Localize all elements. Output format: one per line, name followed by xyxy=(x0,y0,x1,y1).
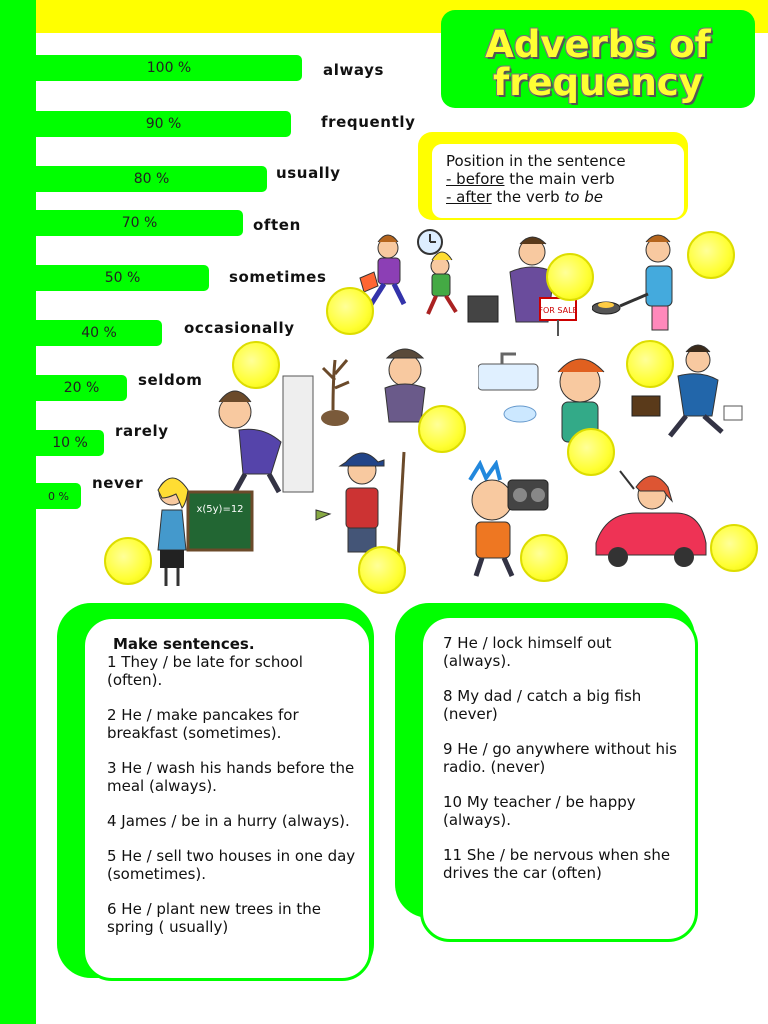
adverb-label: occasionally xyxy=(184,319,295,337)
exercise-heading: Make sentences. xyxy=(113,635,255,653)
position-rule-after: - after the verb to be xyxy=(446,188,603,206)
fishing-illustration xyxy=(312,440,417,560)
adverb-label: never xyxy=(92,474,144,492)
bar-percent: 0 % xyxy=(48,489,69,503)
bar-percent: 90 % xyxy=(145,116,182,132)
bar-20 xyxy=(36,375,127,401)
exercise-item: 10 My teacher / be happy (always). xyxy=(443,793,636,829)
adverb-label: sometimes xyxy=(229,268,327,286)
position-box xyxy=(430,142,686,220)
teacher-illustration xyxy=(150,470,255,590)
answer-circle xyxy=(358,546,406,594)
exercise-item: 11 She / be nervous when she drives the car (often) xyxy=(443,846,671,882)
page-title xyxy=(441,23,755,104)
exercise-item: 1 They / be late for school (often). xyxy=(107,653,303,689)
answer-circle xyxy=(546,253,594,301)
bar-percent: 10 % xyxy=(52,435,88,451)
right-exercise-panel xyxy=(420,615,698,942)
title-line1: Adverbs of xyxy=(485,23,711,66)
title-line2: frequency xyxy=(493,61,703,104)
bar-50 xyxy=(36,265,209,291)
bar-percent: 40 % xyxy=(81,325,117,341)
title-box xyxy=(441,10,755,108)
bar-40 xyxy=(36,320,162,346)
for-sale-sign: FOR SALE xyxy=(538,306,578,315)
exercise-item: 5 He / sell two houses in one day (sometimes). xyxy=(107,847,356,883)
exercise-item: 2 He / make pancakes for breakfast (sometimes). xyxy=(107,706,299,742)
adverb-label: seldom xyxy=(138,371,203,389)
answer-circle xyxy=(520,534,568,582)
bar-percent: 70 % xyxy=(121,215,158,231)
answer-circle xyxy=(710,524,758,572)
left-exercise-panel xyxy=(82,616,372,981)
exercise-item: 3 He / wash his hands before the meal (always). xyxy=(107,759,355,795)
position-heading: Position in the sentence xyxy=(446,152,626,170)
adverb-label: always xyxy=(323,61,385,79)
adverb-label: rarely xyxy=(115,422,169,440)
in-a-hurry-illustration xyxy=(628,340,758,445)
exercise-item: 9 He / go anywhere without his radio. (never) xyxy=(443,740,677,776)
exercise-item: 7 He / lock himself out (always). xyxy=(443,634,612,670)
blackboard-text: x(5y)=12 xyxy=(196,504,244,515)
bar-70 xyxy=(36,210,243,236)
answer-circle xyxy=(687,231,735,279)
bar-percent: 20 % xyxy=(63,380,100,396)
adverb-label: usually xyxy=(276,164,341,182)
bar-percent: 50 % xyxy=(104,270,141,286)
bar-80 xyxy=(36,166,267,192)
answer-circle xyxy=(104,537,152,585)
driving-illustration xyxy=(590,467,710,572)
exercise-item: 4 James / be in a hurry (always). xyxy=(107,812,350,830)
adverb-label: often xyxy=(253,216,301,234)
bar-90 xyxy=(36,111,291,137)
bar-percent: 100 % xyxy=(146,60,192,76)
answer-circle xyxy=(418,405,466,453)
left-green-strip xyxy=(0,0,36,1024)
bar-percent: 80 % xyxy=(133,171,170,187)
exercise-item: 8 My dad / catch a big fish (never) xyxy=(443,687,642,723)
bar-100 xyxy=(36,55,302,81)
bar-10 xyxy=(36,430,104,456)
answer-circle xyxy=(326,287,374,335)
adverb-label: frequently xyxy=(321,113,416,131)
position-rule-before: - before the main verb xyxy=(446,170,615,188)
bar-0 xyxy=(36,483,81,509)
exercise-item: 6 He / plant new trees in the spring ( usually) xyxy=(107,900,322,936)
